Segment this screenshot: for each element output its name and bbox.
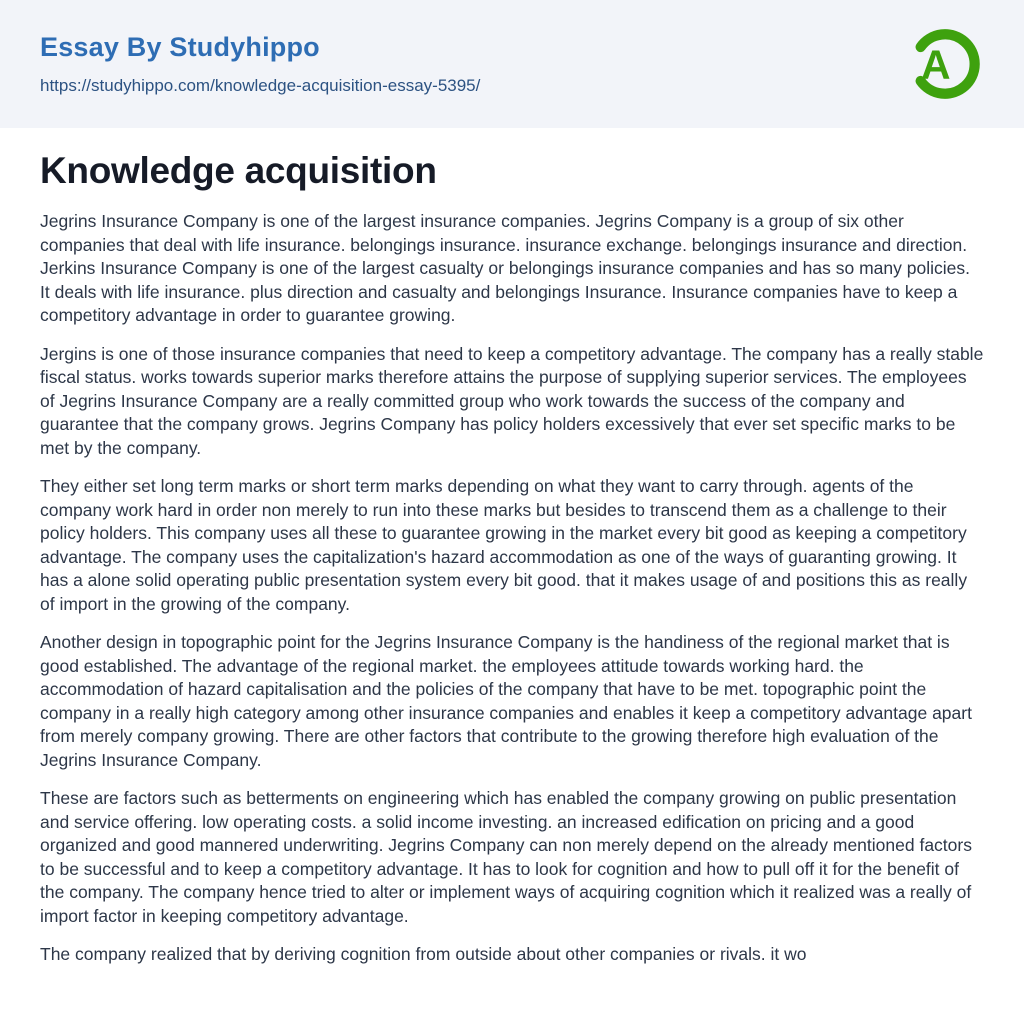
essay-paragraph-4: Another design in topographic point for the Jegrins Insurance Company is the handiness of the regional market that is good established. The advantage of the regional market. the employees attitude towards working hard. the accommodation of hazard capitalisation and the policies of the company that have to be met. topographic point the company in a really high category among other insurance companies and enables it keep a competitory advantage apart from merely company growing. There are other factors that contribute to the growing therefore high evaluation of the Jegrins Insurance Company. bbox=[40, 632, 972, 770]
essay-paragraph-6-truncated: The company realized that by deriving cognition from outside about other companies or rivals. it wo bbox=[40, 944, 807, 964]
logo-letter-a: A bbox=[920, 41, 951, 88]
essay-paragraph-3: They either set long term marks or short term marks depending on what they want to carry through. agents of the company work hard in order non merely to run into these marks but besides to transcend them as a challenge to their policy holders. This company uses all these to guarantee growing in the market every bit good as keeping a competitory advantage. The company uses the capitalization's hazard accommodation as one of the ways of guaranting growing. It has a alone solid operating public presentation system every bit good. that it makes usage of and positions this as really of import in the growing of the company. bbox=[40, 476, 968, 614]
header-text-block bbox=[40, 32, 480, 96]
essay-title: Knowledge acquisition bbox=[40, 150, 437, 191]
essay-paragraph-5: These are factors such as betterments on engineering which has enabled the company growing on public presentation and service offering. low operating costs. a solid income investing. an increased edification on pricing and a good organized and good mannered underwriting. Jegrins Company can non merely depend on the already mentioned factors to be successful and to keep a competitory advantage. It has to look for cognition and how to pull off it for the benefit of the company. The company hence tried to alter or implement ways of acquiring cognition which it realized was a really of import factor in keeping competitory advantage. bbox=[40, 788, 972, 926]
studyhippo-logo-icon bbox=[902, 21, 988, 107]
essay-source-url: https://studyhippo.com/knowledge-acquisition-essay-5395/ bbox=[40, 76, 481, 95]
essay-content bbox=[0, 150, 1024, 967]
essay-paragraph-1: Jegrins Insurance Company is one of the largest insurance companies. Jegrins Company is a group of six other companies that deal with life insurance. belongings insurance. insurance exchange. belongings insurance and direction. Jerkins Insurance Company is one of the largest casualty or belongings insurance companies and has so many policies. It deals with life insurance. plus direction and casualty and belongings Insurance. Insurance companies have to keep a competitory advantage in order to guarantee growing. bbox=[40, 211, 970, 325]
site-title-link[interactable]: Essay By Studyhippo bbox=[40, 32, 320, 62]
page-header bbox=[0, 0, 1024, 128]
essay-paragraph-2: Jergins is one of those insurance companies that need to keep a competitory advantage. The company has a really stable fiscal status. works towards superior marks therefore attains the purpose of supplying superior services. The employees of Jegrins Insurance Company are a really committed group who work towards the success of the company and guarantee that the company grows. Jegrins Company has policy holders excessively that ever set specific marks to be met by the company. bbox=[40, 343, 984, 458]
